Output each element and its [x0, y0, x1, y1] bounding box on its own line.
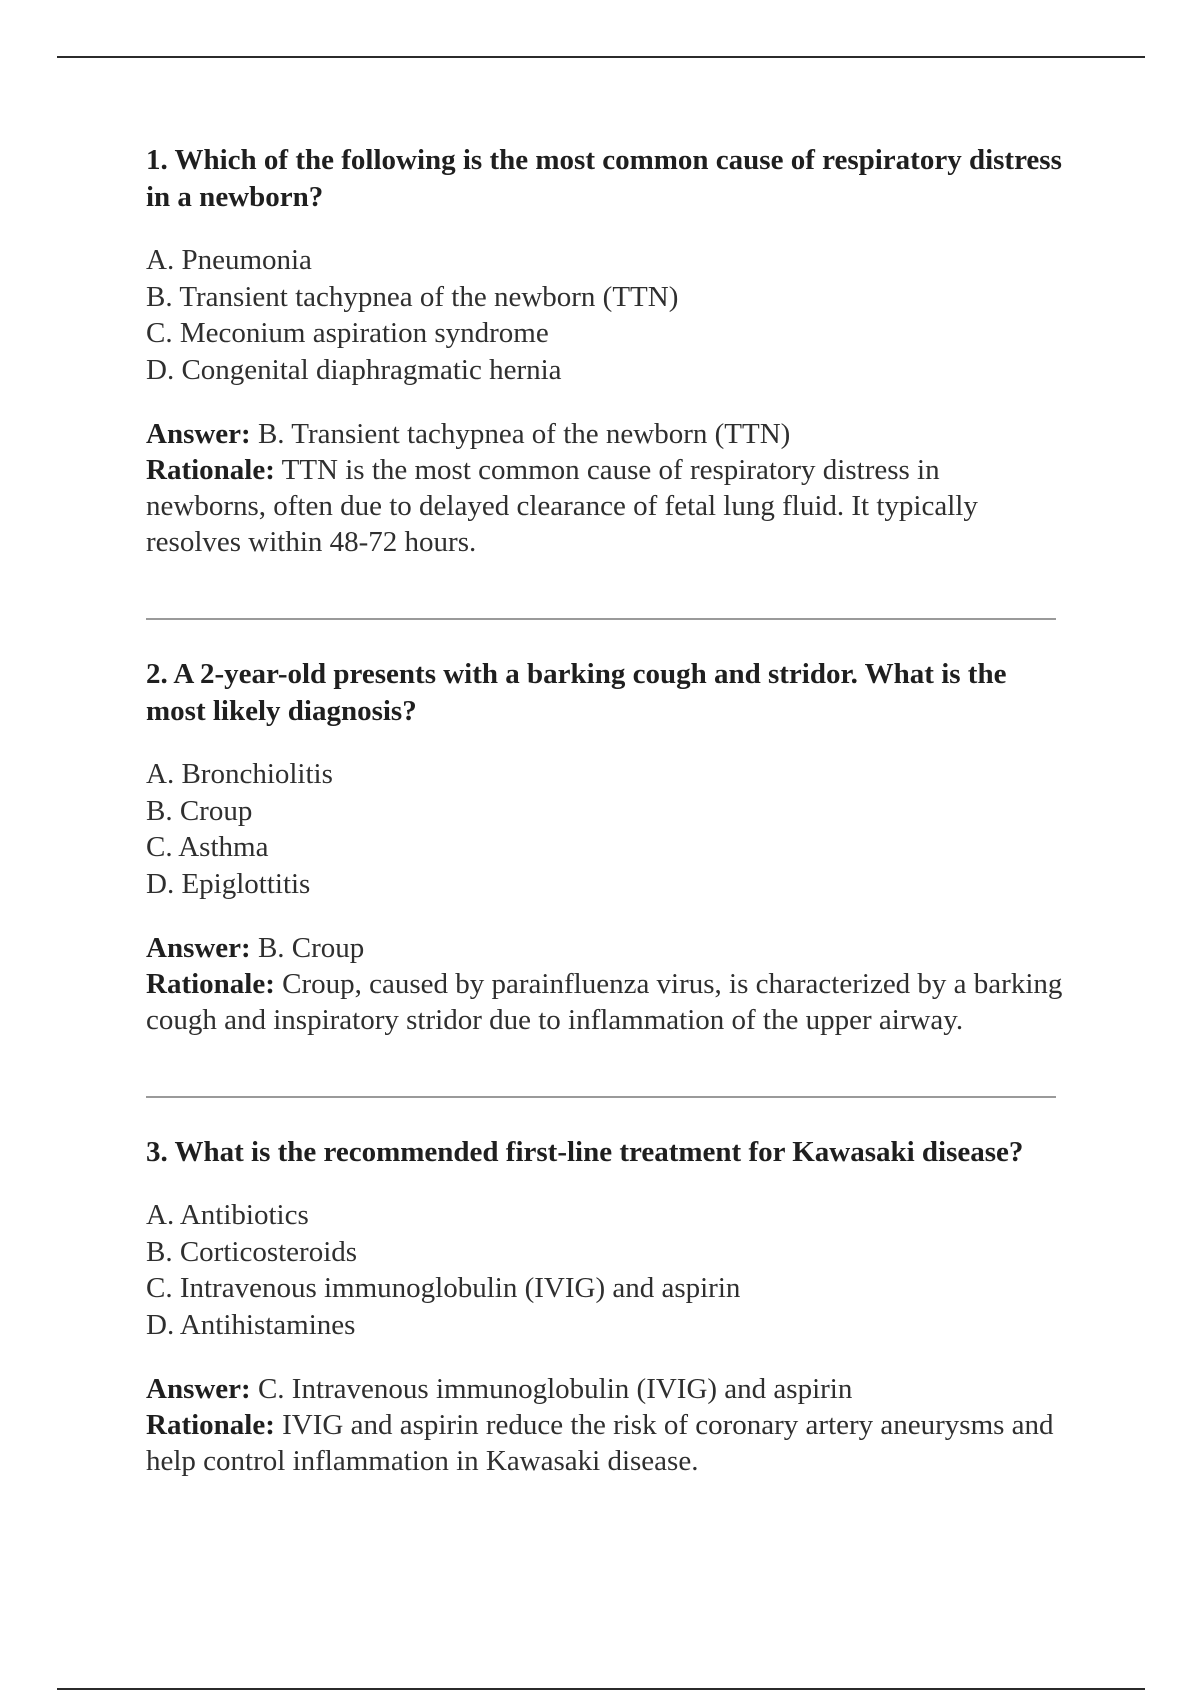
- option-b: B. Transient tachypnea of the newborn (TTN): [146, 280, 679, 313]
- option-list: [146, 1197, 1066, 1343]
- page-bottom-rule: [57, 1688, 1145, 1690]
- rationale-text: TTN is the most common cause of respiratory distress in newborns, often due to delayed clearance of fetal lung fluid. It typically resolves within 48-72 hours.: [146, 454, 978, 558]
- option-a: A. Antibiotics: [146, 1199, 309, 1231]
- answer-line: [146, 1371, 1066, 1407]
- rationale-label: Rationale:: [146, 968, 275, 1000]
- question-block-3: [146, 1134, 1066, 1479]
- option-c: C. Asthma: [146, 831, 269, 863]
- section-divider: [146, 1096, 1056, 1098]
- question-text: 3. What is the recommended first-line treatment for Kawasaki disease?: [146, 1136, 1024, 1168]
- rationale-text: IVIG and aspirin reduce the risk of coronary artery aneurysms and help control inflammation in Kawasaki disease.: [146, 1409, 1054, 1477]
- question-text: 2. A 2-year-old presents with a barking cough and stridor. What is the most likely diagnosis?: [146, 658, 1007, 727]
- question-block-1: [146, 142, 1066, 560]
- option-d: D. Epiglottitis: [146, 867, 311, 900]
- answer-text: B. Croup: [257, 932, 365, 964]
- option-c: C. Intravenous immunoglobulin (IVIG) and aspirin: [146, 1272, 741, 1304]
- quiz-content: [146, 142, 1066, 1479]
- option-d: D. Congenital diaphragmatic hernia: [146, 353, 562, 386]
- answer-label: Answer:: [146, 1373, 251, 1405]
- answer-line: [146, 416, 1066, 452]
- option-d: D. Antihistamines: [146, 1308, 356, 1341]
- option-list: [146, 756, 1066, 902]
- question-block-2: [146, 656, 1066, 1038]
- rationale-text: Croup, caused by parainfluenza virus, is characterized by a barking cough and inspiratory stridor due to inflammation of the upper airway.: [146, 968, 1063, 1036]
- answer-text: B. Transient tachypnea of the newborn (TTN): [257, 418, 791, 450]
- question-text: 1. Which of the following is the most common cause of respiratory distress in a newborn?: [146, 144, 1062, 213]
- option-list: [146, 242, 1066, 388]
- answer-text: C. Intravenous immunoglobulin (IVIG) and aspirin: [257, 1373, 853, 1405]
- option-b: B. Croup: [146, 794, 253, 827]
- rationale-line: [146, 966, 1066, 1038]
- answer-label: Answer:: [146, 932, 251, 964]
- page-top-rule: [57, 56, 1145, 58]
- option-b: B. Corticosteroids: [146, 1235, 358, 1268]
- answer-line: [146, 930, 1066, 966]
- rationale-line: [146, 1407, 1066, 1479]
- section-divider: [146, 618, 1056, 620]
- option-a: A. Pneumonia: [146, 244, 312, 276]
- answer-label: Answer:: [146, 418, 251, 450]
- option-a: A. Bronchiolitis: [146, 758, 333, 790]
- option-c: C. Meconium aspiration syndrome: [146, 317, 549, 349]
- rationale-label: Rationale:: [146, 1409, 275, 1441]
- rationale-line: [146, 452, 1066, 560]
- rationale-label: Rationale:: [146, 454, 275, 486]
